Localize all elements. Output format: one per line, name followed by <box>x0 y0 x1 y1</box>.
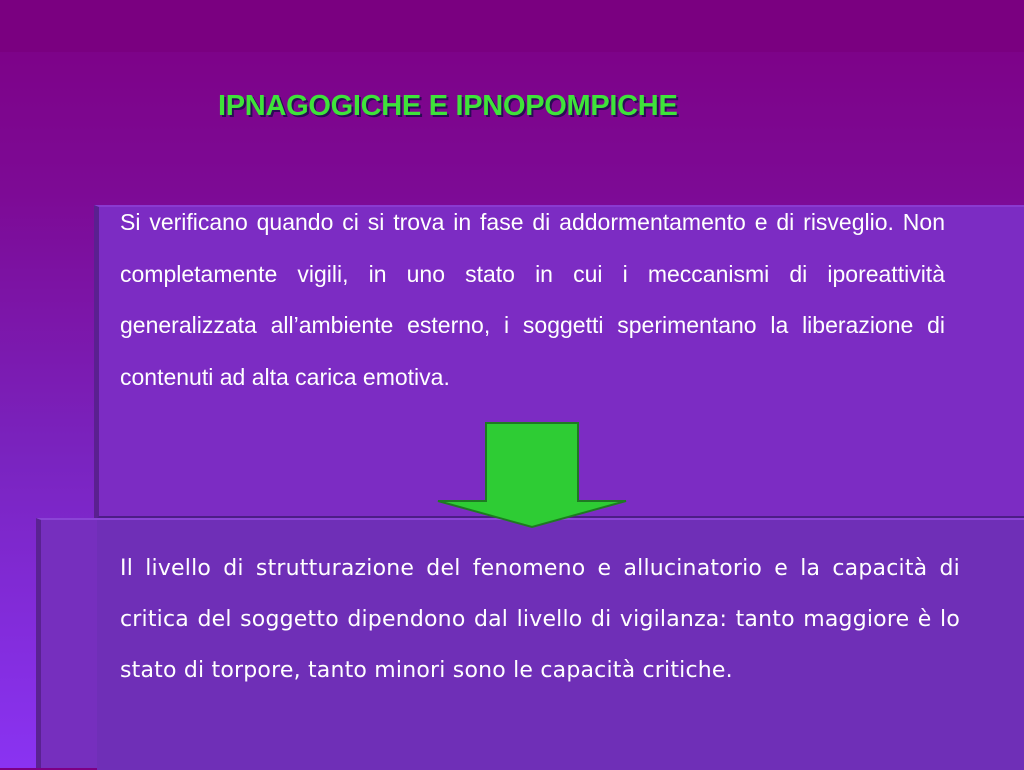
paragraph-description: Si verificano quando ci si trova in fase di addormentamento e di risveglio. Non completamente vigili, in uno stato in cui i meccanismi di iporeattività generalizzata all’ambiente esterno, i soggetti sperimentano la liberazione di contenuti ad alta carica emotiva. <box>120 209 945 390</box>
slide-title: IPNAGOGICHE E IPNOPOMPICHE <box>218 90 678 122</box>
arrow-shape <box>438 423 626 527</box>
paragraph-conclusion: Il livello di strutturazione del fenomeno e allucinatorio e la capacità di critica del soggetto dipendono dal livello di vigilanza: tanto maggiore è lo stato di torpore, tanto minori sono le capacità critiche. <box>120 556 960 683</box>
top-band <box>0 0 1024 52</box>
arrow-down-icon <box>436 421 628 529</box>
